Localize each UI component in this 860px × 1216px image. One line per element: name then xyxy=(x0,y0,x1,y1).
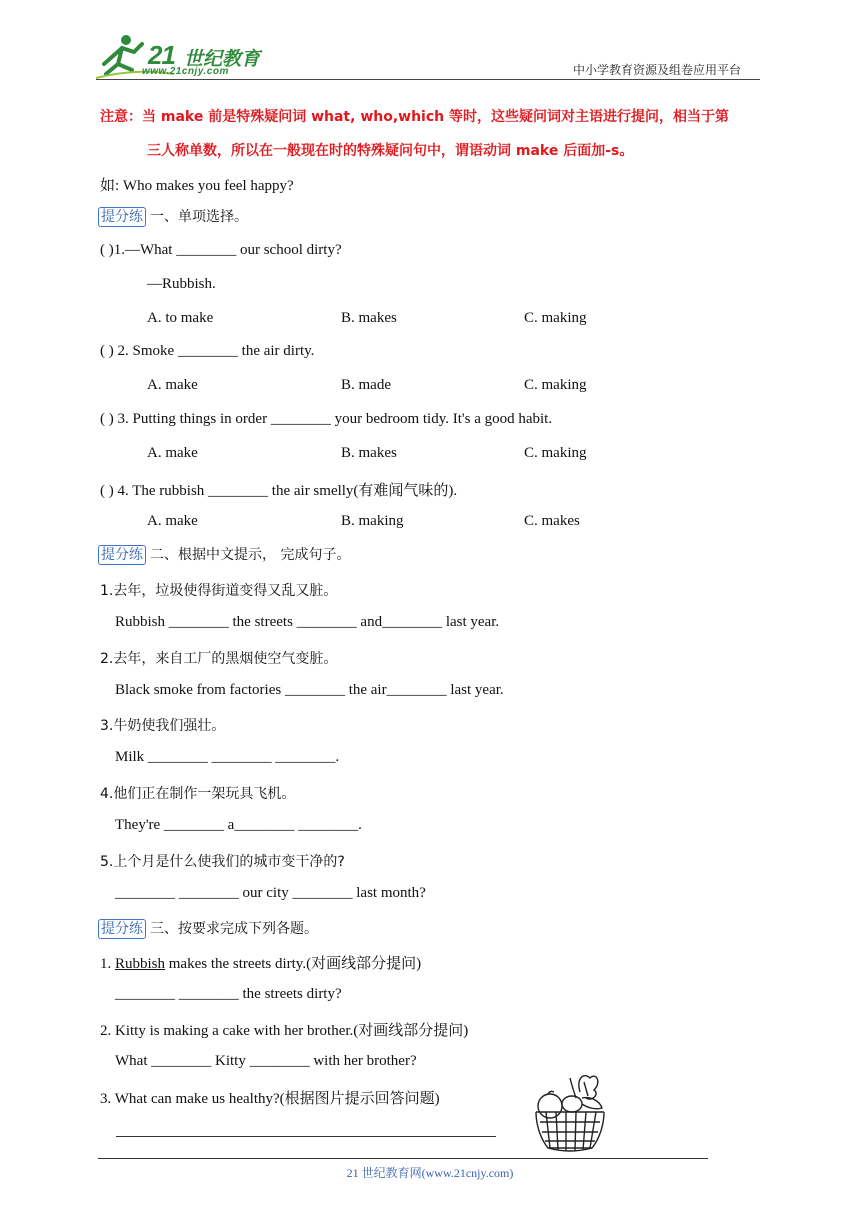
option-b: B. makes xyxy=(341,310,397,326)
section-title: 三、按要求完成下列各题。 xyxy=(150,921,318,937)
english-blank-sentence: They're ________ a________ ________. xyxy=(115,817,362,833)
section-badge: 提分练 xyxy=(98,207,146,227)
option-c: C. making xyxy=(524,445,587,461)
question-stem: ( ) 4. The rubbish ________ the air smelly(有难闻气味的). xyxy=(100,483,458,499)
option-a: A. to make xyxy=(147,310,214,326)
question-stem: ( )1.—What ________ our school dirty? xyxy=(100,242,342,258)
option-a: A. make xyxy=(147,377,198,393)
option-b: B. made xyxy=(341,377,391,393)
rewrite-question-2: 2. Kitty is making a cake with her brother.(对画线部分提问) xyxy=(100,1023,469,1039)
chinese-prompt: 1.去年，垃圾使得街道变得又乱又脏。 xyxy=(100,583,338,599)
question-number: 1. xyxy=(100,956,115,972)
english-blank-sentence: Rubbish ________ the streets ________ and________ last year. xyxy=(115,614,500,630)
option-c: C. making xyxy=(524,310,587,326)
option-b: B. making xyxy=(341,513,404,529)
option-b: B. makes xyxy=(341,445,397,461)
rewrite-question-1 xyxy=(100,952,421,973)
chinese-prompt: 3.牛奶使我们强壮。 xyxy=(100,718,226,734)
english-blank-sentence: Black smoke from factories ________ the air________ last year. xyxy=(115,682,504,698)
option-c: C. makes xyxy=(524,513,580,529)
section-title: 二、根据中文提示， 完成句子。 xyxy=(150,547,351,563)
question-text: makes the streets dirty.(对画线部分提问) xyxy=(165,956,422,972)
english-blank-sentence: ________ ________ our city ________ last month? xyxy=(115,885,426,901)
section-badge: 提分练 xyxy=(98,919,146,939)
option-a: A. make xyxy=(147,445,198,461)
section-badge: 提分练 xyxy=(98,545,146,565)
answer-template: What ________ Kitty ________ with her brother? xyxy=(115,1053,417,1069)
header-divider xyxy=(96,79,760,80)
underlined-word: Rubbish xyxy=(115,956,166,972)
section-1-heading xyxy=(98,206,248,227)
example-sentence: 如: Who makes you feel happy? xyxy=(100,178,294,194)
note-line-2: 三人称单数，所以在一般现在时的特殊疑问句中，谓语动词 make 后面加-s。 xyxy=(147,143,634,159)
chinese-prompt: 5.上个月是什么使我们的城市变干净的? xyxy=(100,854,345,870)
section-title: 一、单项选择。 xyxy=(150,209,248,225)
section-2-heading xyxy=(98,544,350,565)
option-a: A. make xyxy=(147,513,198,529)
footer-text: 21 世纪教育网(www.21cnjy.com) xyxy=(346,1166,514,1180)
answer-template: ________ ________ the streets dirty? xyxy=(115,986,342,1002)
section-3-heading xyxy=(98,918,318,939)
question-stem: ( ) 2. Smoke ________ the air dirty. xyxy=(100,343,315,359)
note-line-1: 注意：当 make 前是特殊疑问词 what, who,which 等时，这些疑问词对主语进行提问，相当于第 xyxy=(100,109,729,125)
english-blank-sentence: Milk ________ ________ ________. xyxy=(115,749,340,765)
question-stem: ( ) 3. Putting things in order ________ your bedroom tidy. It's a good habit. xyxy=(100,411,553,427)
footer-divider xyxy=(98,1158,708,1159)
header-platform-text: 中小学教育资源及组卷应用平台 xyxy=(573,63,742,77)
rewrite-question-3: 3. What can make us healthy?(根据图片提示回答问题) xyxy=(100,1091,440,1107)
question-reply: —Rubbish. xyxy=(147,276,216,292)
chinese-prompt: 2.去年，来自工厂的黑烟使空气变脏。 xyxy=(100,651,338,667)
vegetable-basket-icon xyxy=(530,1068,610,1156)
logo-url: www.21cnjy.com xyxy=(142,66,229,77)
option-c: C. making xyxy=(524,377,587,393)
logo-name: 世纪教育 xyxy=(184,48,261,70)
logo-number: 21 xyxy=(148,40,175,70)
answer-line xyxy=(116,1136,496,1137)
chinese-prompt: 4.他们正在制作一架玩具飞机。 xyxy=(100,786,296,802)
